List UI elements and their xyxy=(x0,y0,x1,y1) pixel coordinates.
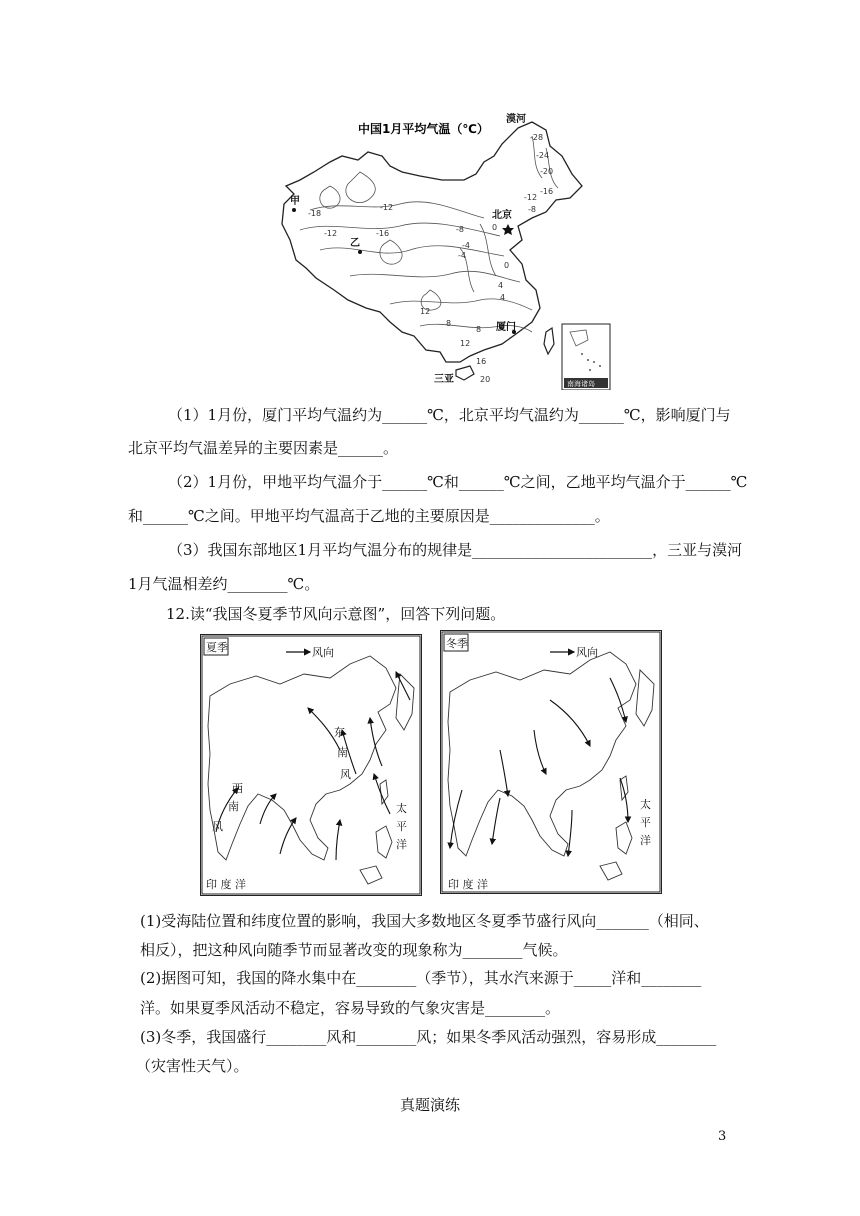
q11-part2-line1: （2）1月份，甲地平均气温介于______℃和______℃之间，乙地平均气温介于______℃ xyxy=(168,473,748,491)
isotherm-label: -20 xyxy=(540,167,554,176)
label-sanya: 三亚 xyxy=(434,374,454,385)
q12-stem: 12.读“我国冬夏季节风向示意图”，回答下列问题。 xyxy=(166,605,506,623)
q11-part2-line2: 和______℃之间。甲地平均气温高于乙地的主要原因是______________。 xyxy=(128,507,610,525)
isotherm-lines xyxy=(300,136,558,332)
label-mohe: 漠河 xyxy=(506,114,526,125)
isotherm-label: -8 xyxy=(456,225,464,234)
winter-wind-map xyxy=(440,630,662,894)
isotherm-label: -8 xyxy=(528,205,536,214)
isotherm-label: 16 xyxy=(476,357,487,366)
isotherm-label: 0 xyxy=(504,261,510,270)
label-yi: 乙 xyxy=(350,238,360,249)
summer-wind-map xyxy=(200,634,422,896)
label-beijing: 北京 xyxy=(492,210,512,221)
isotherm-label: 20 xyxy=(480,375,491,384)
summer-pacific-char: 平 xyxy=(396,820,407,833)
q11-part1-line1: （1）1月份，厦门平均气温约为______℃，北京平均气温约为______℃，影响厦门与 xyxy=(168,406,731,424)
q12-part3-line2: （灾害性天气）。 xyxy=(136,1057,249,1075)
page-number: 3 xyxy=(718,1129,727,1144)
summer-sw-wind-char: 风 xyxy=(212,820,223,833)
hainan-island xyxy=(456,366,474,380)
isotherm-label: -12 xyxy=(524,193,538,202)
q12-part3-line1: (3)冬季，我国盛行________风和________风；如果冬季风活动强烈，容易形成________ xyxy=(140,1028,717,1046)
isotherm-label: -12 xyxy=(324,229,338,238)
q11-part3-line1: （3）我国东部地区1月平均气温分布的规律是________________________，三亚与漠河 xyxy=(168,541,743,559)
winter-pacific-char: 太 xyxy=(640,798,651,811)
winter-pacific-char: 洋 xyxy=(640,834,651,847)
isotherm-label: 4 xyxy=(498,281,504,290)
isotherm-label: -24 xyxy=(536,151,550,160)
isotherm-label: -18 xyxy=(308,209,322,218)
winter-legend-label: 风向 xyxy=(576,646,598,659)
q12-part1-line1: (1)受海陆位置和纬度位置的影响，我国大多数地区冬夏季节盛行风向_______（相同、 xyxy=(140,912,709,930)
isotherm-label: 0 xyxy=(492,223,498,232)
isotherm-label: -4 xyxy=(462,241,470,250)
temperature-map-title: 中国1月平均气温（℃） xyxy=(358,122,489,136)
isotherm-label: -4 xyxy=(458,251,466,260)
q12-part2-line1: (2)据图可知，我国的降水集中在________（季节），其水汽来源于_____洋和________ xyxy=(140,969,702,987)
q12-part1-line2: 相反），把这种风向随季节而显著改变的现象称为________气候。 xyxy=(140,941,568,959)
isotherm-label: 12 xyxy=(420,307,431,316)
temperature-map xyxy=(270,100,620,390)
isotherm-label: 8 xyxy=(476,325,482,334)
isotherm-label: -28 xyxy=(530,133,544,142)
isotherm-label: -16 xyxy=(376,229,390,238)
summer-legend-label: 风向 xyxy=(312,646,334,659)
summer-sw-wind-char: 南 xyxy=(228,800,239,813)
summer-indian-ocean-label: 印 度 洋 xyxy=(206,878,246,891)
summer-sw-wind-char: 西 xyxy=(232,782,243,795)
winter-pacific-char: 平 xyxy=(640,816,651,829)
q11-part1-line2: 北京平均气温差异的主要因素是______。 xyxy=(128,439,399,457)
winter-season-label: 冬季 xyxy=(446,637,468,650)
isotherm-label: 8 xyxy=(446,319,452,328)
south-china-sea-inset xyxy=(562,324,610,390)
place-markers xyxy=(292,208,516,334)
label-xiamen: 厦门 xyxy=(496,322,516,333)
taiwan-island xyxy=(544,328,554,354)
summer-se-wind-char: 东 xyxy=(334,726,345,739)
q11-part3-line2: 1月气温相差约________℃。 xyxy=(128,575,320,593)
summer-se-wind-char: 南 xyxy=(337,746,348,759)
summer-season-label: 夏季 xyxy=(206,641,228,654)
summer-pacific-char: 太 xyxy=(396,802,407,815)
isotherm-label: -12 xyxy=(380,203,394,212)
inset-label: 南海诸岛 xyxy=(567,380,595,388)
isotherm-label: -16 xyxy=(540,187,554,196)
isotherm-label: 12 xyxy=(460,339,471,348)
q12-part2-line2: 洋。如果夏季风活动不稳定，容易导致的气象灾害是________。 xyxy=(140,999,561,1017)
summer-pacific-char: 洋 xyxy=(396,838,407,851)
summer-se-wind-char: 风 xyxy=(340,768,351,781)
section-title: 真题演练 xyxy=(400,1096,461,1114)
isotherm-label: 4 xyxy=(500,293,506,302)
label-jia: 甲 xyxy=(290,196,300,207)
winter-indian-ocean-label: 印 度 洋 xyxy=(448,878,488,891)
